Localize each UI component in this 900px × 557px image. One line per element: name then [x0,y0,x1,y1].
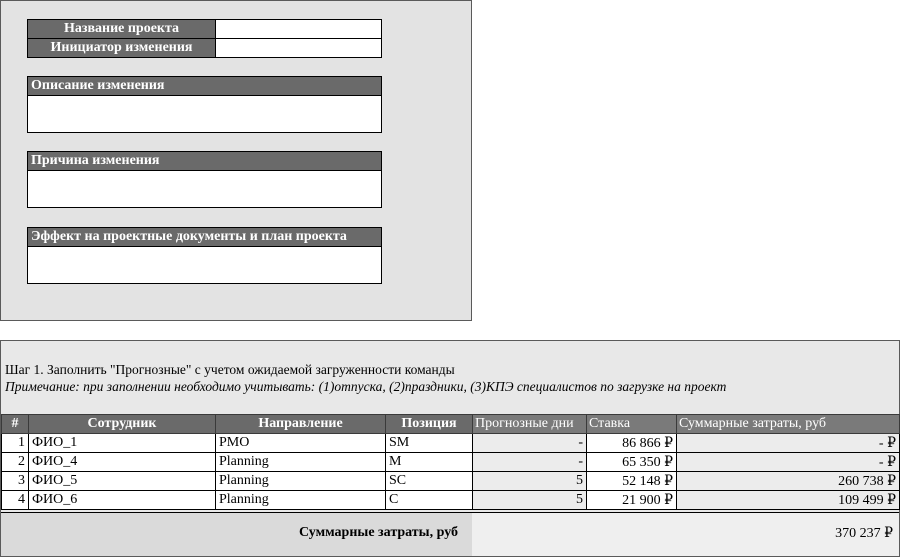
employee-cell[interactable]: ФИО_5 [29,472,216,491]
change-effect-section [27,227,382,284]
table-header-row [2,415,900,434]
total-cost-cell: - ₽ [677,453,900,472]
forecast-days-cell[interactable]: 5 [473,491,587,510]
project-name-field[interactable] [216,20,382,39]
direction-cell[interactable]: Planning [216,453,386,472]
col-header-direction: Направление [216,415,386,434]
position-cell[interactable]: SM [386,434,473,453]
change-reason-title: Причина изменения [28,152,381,171]
change-effect-field[interactable] [28,247,381,283]
step-instruction: Шаг 1. Заполнить "Прогнозные" с учетом ожидаемой загруженности команды [5,362,455,377]
col-header-forecast-days: Прогнозные дни [473,415,587,434]
change-description-field[interactable] [28,96,381,132]
row-index: 4 [2,491,29,510]
rate-cell: 86 866 ₽ [587,434,677,453]
table-row [2,434,900,453]
grand-total-cell [472,513,899,556]
position-cell[interactable]: SC [386,472,473,491]
col-header-rate: Ставка [587,415,677,434]
project-name-label: Название проекта [28,20,216,39]
cost-calculation-panel [0,340,900,557]
employee-cell[interactable]: ФИО_4 [29,453,216,472]
total-cost-cell: 109 499 ₽ [677,491,900,510]
col-header-position: Позиция [386,415,473,434]
team-cost-table [1,414,900,510]
table-row [2,453,900,472]
grand-total-label: Суммарные затраты, руб [299,525,459,540]
total-cost-cell: - ₽ [677,434,900,453]
grand-total-row [1,512,899,556]
change-reason-field[interactable] [28,171,381,207]
employee-cell[interactable]: ФИО_6 [29,491,216,510]
change-reason-section [27,151,382,208]
col-header-index: # [2,415,29,434]
employee-cell[interactable]: ФИО_1 [29,434,216,453]
table-row [2,491,900,510]
project-fields-table [27,19,382,58]
grand-total-value: 370 237 ₽ [835,526,893,541]
forecast-days-cell[interactable]: - [473,434,587,453]
total-cost-cell: 260 738 ₽ [677,472,900,491]
rate-cell: 52 148 ₽ [587,472,677,491]
forecast-days-cell[interactable]: 5 [473,472,587,491]
initiator-field[interactable] [216,39,382,58]
rate-cell: 21 900 ₽ [587,491,677,510]
row-index: 3 [2,472,29,491]
change-request-form [0,0,472,321]
table-row [2,472,900,491]
direction-cell[interactable]: Planning [216,472,386,491]
change-description-title: Описание изменения [28,77,381,96]
row-index: 2 [2,453,29,472]
row-index: 1 [2,434,29,453]
rate-cell: 65 350 ₽ [587,453,677,472]
col-header-total-cost: Суммарные затраты, руб [677,415,900,434]
direction-cell[interactable]: PMO [216,434,386,453]
col-header-employee: Сотрудник [29,415,216,434]
direction-cell[interactable]: Planning [216,491,386,510]
initiator-label: Инициатор изменения [28,39,216,58]
field-row-project-name [28,20,382,39]
position-cell[interactable]: C [386,491,473,510]
change-description-section [27,76,382,133]
change-effect-title: Эффект на проектные документы и план проекта [28,228,381,247]
field-row-initiator [28,39,382,58]
forecast-days-cell[interactable]: - [473,453,587,472]
position-cell[interactable]: M [386,453,473,472]
step-note: Примечание: при заполнении необходимо учитывать: (1)отпуска, (2)праздники, (3)КПЭ специалистов по загрузке на проект [5,379,727,394]
